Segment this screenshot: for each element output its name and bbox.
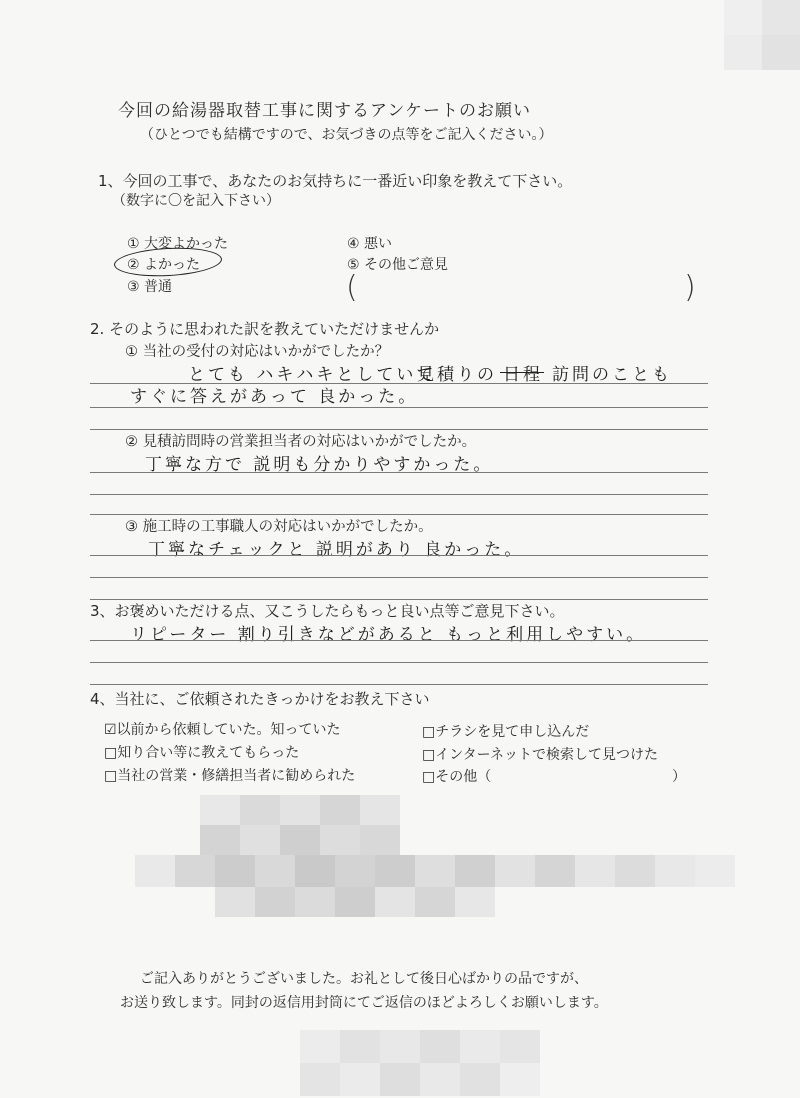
- option-4: ④ 悪い: [347, 236, 393, 252]
- answer-line: [90, 577, 708, 578]
- answer-line: [90, 684, 708, 685]
- footer-line-1: ご記入ありがとうございました。お礼として後日心ばかりの品ですが、: [140, 971, 588, 987]
- option-2: ② よかった: [127, 257, 201, 273]
- checkbox-referral: □知り合い等に教えてもらった: [104, 745, 300, 761]
- option-1: ① 大変よかった: [127, 236, 229, 252]
- redacted-mosaic-middle: [135, 795, 755, 920]
- question-1-instruction: （数字に〇を記入下さい）: [112, 193, 280, 209]
- question-2: 2. そのように思われた訳を教えていただけませんか: [90, 320, 440, 338]
- question-1: 1、今回の工事で、あなたのお気持ちに一番近い印象を教えて下さい。: [98, 172, 573, 190]
- redacted-mosaic-top: [724, 0, 800, 70]
- answer-2-1-line-2: すぐに答えがあって 良かった。: [130, 387, 419, 407]
- answer-2-2: 丁寧な方で 説明も分かりやすかった。: [145, 455, 494, 475]
- question-2-sub-2: ② 見積訪問時の営業担当者の対応はいかがでしたか。: [125, 434, 477, 450]
- answer-2-1-line-1c: 訪問のことも: [552, 365, 672, 385]
- answer-2-1-struck-word: 日程: [503, 365, 543, 385]
- question-2-sub-1: ① 当社の受付の対応はいかがでしたか？: [125, 344, 390, 360]
- answer-3: リピーター 割り引きなどがあると もっと利用しやすい。: [130, 625, 647, 645]
- question-3: 3、お褒めいただける点、又こうしたらもっと良い点等ご意見下さい。: [90, 602, 565, 620]
- answer-line: [90, 472, 708, 473]
- strike-through-line: [500, 372, 544, 373]
- question-4: 4、当社に、ご依頼されたきっかけをお教え下さい: [90, 690, 430, 708]
- footer-line-2: お送り致します。同封の返信用封筒にてご返信のほどよろしくお願いします。: [120, 995, 608, 1011]
- other-opinion-paren-open: (: [346, 270, 358, 305]
- checkbox-known-before: ☑以前から依頼していた。知っていた: [104, 722, 341, 738]
- page-title: 今回の給湯器取替工事に関するアンケートのお願い: [118, 101, 531, 121]
- answer-line: [90, 494, 708, 495]
- checkbox-sales-recommend: □当社の営業・修繕担当者に勧められた: [104, 768, 356, 784]
- answer-2-1-line-1b: 見積りの: [417, 365, 497, 385]
- option-5: ⑤ その他ご意見: [347, 257, 449, 273]
- question-2-sub-3: ③ 施工時の工事職人の対応はいかがでしたか。: [125, 519, 433, 535]
- answer-line: [90, 640, 708, 641]
- checkbox-other-paren-close: ）: [672, 769, 686, 785]
- answer-2-3: 丁寧なチェックと 説明があり 良かった。: [148, 540, 525, 560]
- page-subtitle: （ひとつでも結構ですので、お気づきの点等をご記入ください。）: [140, 127, 553, 143]
- checkbox-internet: □インターネットで検索して見つけた: [422, 747, 658, 763]
- checkbox-flyer: □チラシを見て申し込んだ: [422, 724, 590, 740]
- answer-2-1-line-1a: とても ハキハキとしていて: [188, 365, 437, 385]
- checkbox-other: □その他（: [422, 769, 492, 785]
- redacted-mosaic-bottom: [300, 1030, 540, 1096]
- answer-line: [90, 555, 708, 556]
- answer-line: [90, 407, 708, 408]
- option-3: ③ 普通: [127, 279, 173, 295]
- other-opinion-paren-close: ): [684, 270, 696, 305]
- answer-line: [90, 662, 708, 663]
